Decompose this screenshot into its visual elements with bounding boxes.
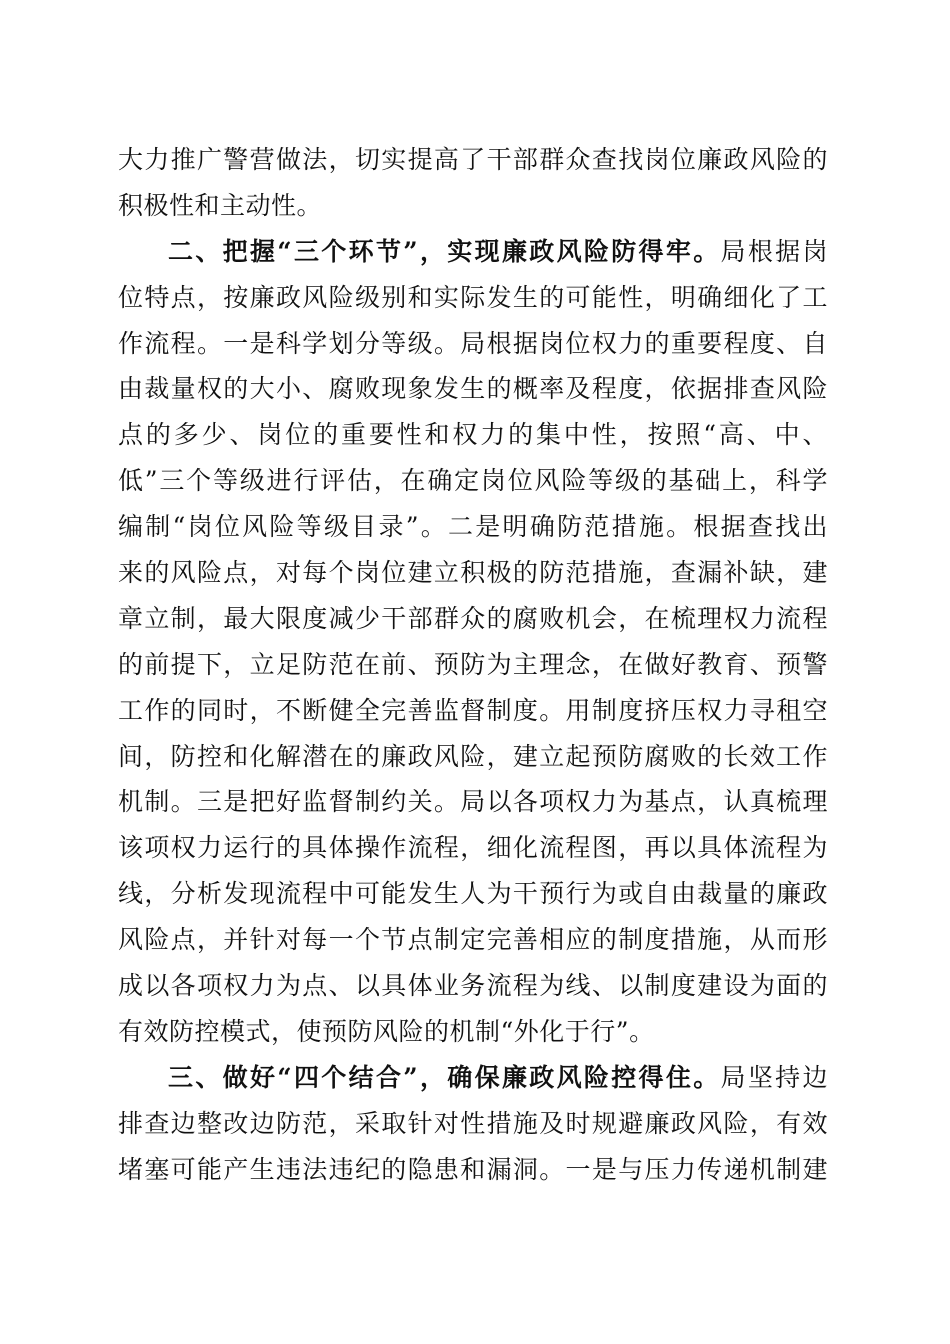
text-line <box>118 504 828 550</box>
line-text: 章立制，最大限度减少干部群众的腐败机会，在梳理权力流程 <box>118 603 828 633</box>
text-line <box>118 275 828 321</box>
paragraph-heading: 三、做好“四个结合”，确保廉政风险控得住。 <box>168 1062 721 1092</box>
line-text: 风险点，并针对每一个节点制定完善相应的制度措施，从而形 <box>118 925 828 955</box>
text-line <box>118 321 828 367</box>
line-text: 作流程。一是科学划分等级。局根据岗位权力的重要程度、自 <box>118 328 828 358</box>
line-text: 有效防控模式，使预防风险的机制“外化于行”。 <box>118 1016 655 1046</box>
text-line <box>118 917 828 963</box>
text-line <box>118 642 828 688</box>
text-line <box>118 596 828 642</box>
text-line <box>118 458 828 504</box>
text-line <box>118 963 828 1009</box>
paragraph-heading: 二、把握“三个环节”，实现廉政风险防得牢。 <box>168 236 721 266</box>
line-text: 局坚持边 <box>720 1062 828 1092</box>
line-text: 工作的同时，不断健全完善监督制度。用制度挤压权力寻租空 <box>118 695 828 725</box>
text-line <box>118 825 828 871</box>
text-line <box>118 1101 828 1147</box>
line-text: 积极性和主动性。 <box>118 190 323 220</box>
line-text: 大力推广警营做法，切实提高了干部群众查找岗位廉政风险的 <box>118 145 828 174</box>
line-text: 线，分析发现流程中可能发生人为干预行为或自由裁量的廉政 <box>118 879 828 909</box>
text-line <box>118 183 828 229</box>
line-text: 堵塞可能产生违法违纪的隐患和漏洞。一是与压力传递机制建 <box>118 1154 828 1184</box>
line-text: 位特点，按廉政风险级别和实际发生的可能性，明确细化了工 <box>118 282 828 312</box>
text-line <box>118 366 828 412</box>
line-text: 该项权力运行的具体操作流程，细化流程图，再以具体流程为 <box>118 833 828 863</box>
document-body <box>118 137 828 1192</box>
line-text: 点的多少、岗位的重要性和权力的集中性，按照“高、中、 <box>118 420 828 450</box>
paragraph-p1 <box>118 137 828 229</box>
line-text: 排查边整改边防范，采取针对性措施及时规避廉政风险，有效 <box>118 1108 828 1138</box>
line-text: 来的风险点，对每个岗位建立积极的防范措施，查漏补缺，建 <box>118 558 828 588</box>
text-line <box>118 1055 828 1101</box>
text-line <box>118 1009 828 1055</box>
text-line <box>118 550 828 596</box>
line-text: 机制。三是把好监督制约关。局以各项权力为基点，认真梳理 <box>118 787 828 817</box>
text-line <box>118 137 828 183</box>
line-text: 局根据岗 <box>720 236 828 266</box>
text-line <box>118 229 828 275</box>
text-line <box>118 1147 828 1193</box>
text-line <box>118 871 828 917</box>
paragraph-p3 <box>118 1055 828 1193</box>
text-line <box>118 779 828 825</box>
text-line <box>118 688 828 734</box>
text-line <box>118 412 828 458</box>
document-page <box>118 137 828 1192</box>
line-text: 的前提下，立足防范在前、预防为主理念，在做好教育、预警 <box>118 649 828 679</box>
line-text: 由裁量权的大小、腐败现象发生的概率及程度，依据排查风险 <box>118 374 828 404</box>
text-line <box>118 734 828 780</box>
line-text: 低”三个等级进行评估，在确定岗位风险等级的基础上，科学 <box>118 466 828 496</box>
line-text: 成以各项权力为点、以具体业务流程为线、以制度建设为面的 <box>118 971 828 1001</box>
line-text: 间，防控和化解潜在的廉政风险，建立起预防腐败的长效工作 <box>118 741 828 771</box>
line-text: 编制“岗位风险等级目录”。二是明确防范措施。根据查找出 <box>118 512 828 542</box>
paragraph-p2 <box>118 229 828 1055</box>
